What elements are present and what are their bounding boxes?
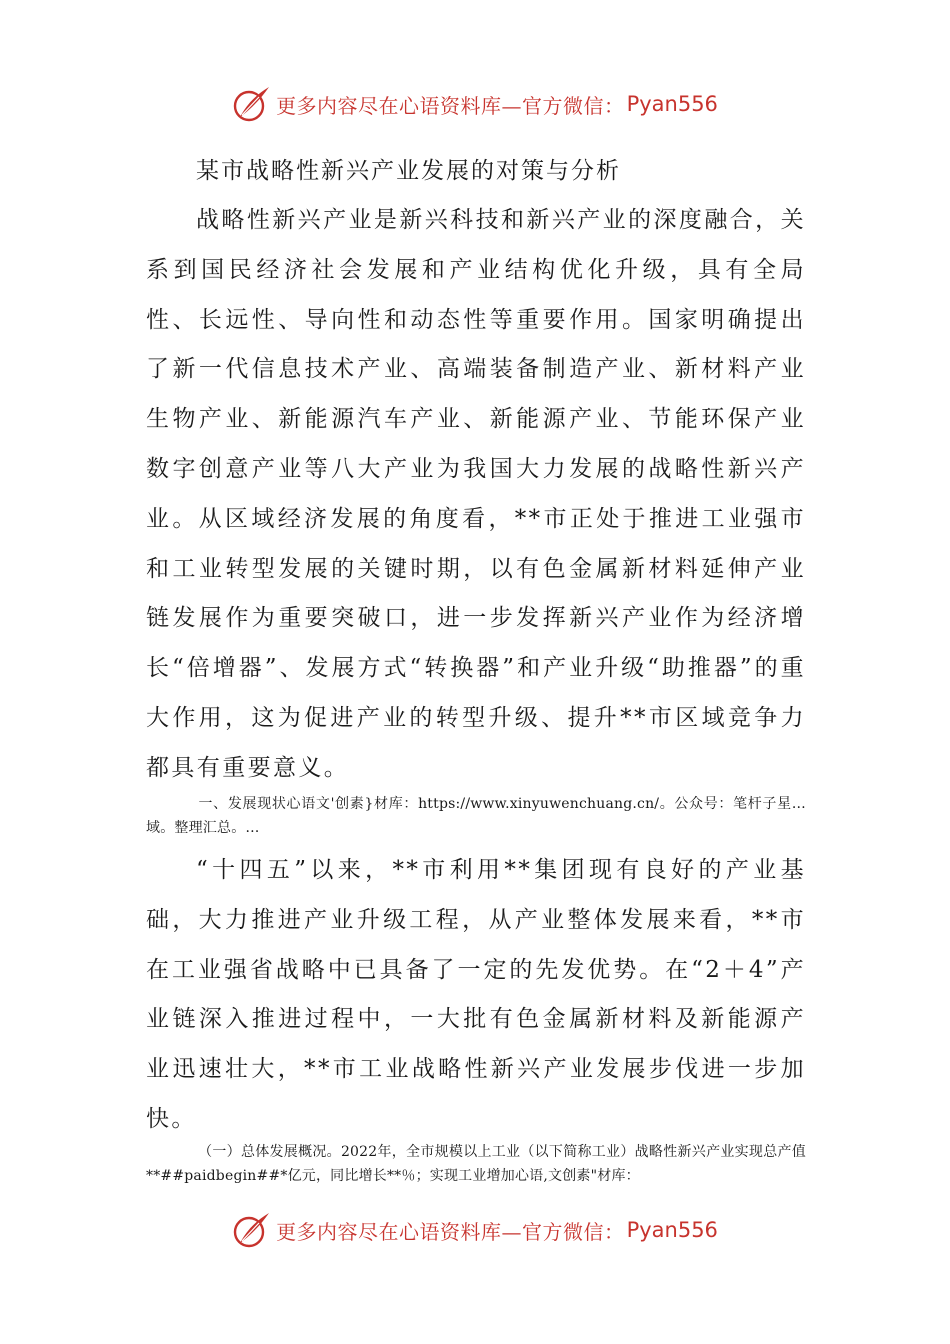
banner-text: 更多内容尽在心语资料库—官方微信：: [276, 1219, 625, 1244]
quill-pen-logo-icon: [232, 1210, 272, 1250]
banner-text: 更多内容尽在心语资料库—官方微信：: [276, 93, 625, 118]
body-paragraph-intro: 战略性新兴产业是新兴科技和新兴产业的深度融合，关系到国民经济社会发展和产业结构优化升级，具有全局性、长远性、导向性和动态性等重要作用。国家明确提出了新一代信息技术产业、高端装备制造产业、新材料产业生物产业、新能源汽车产业、新能源产业、节能环保产业数字创意产业等八大产业为我国大力发展的战略性新兴产业。从区域经济发展的角度看，**市正处于推进工业强市和工业转型发展的关键时期，以有色金属新材料延伸产业链发展作为重要突破口，进一步发挥新兴产业作为经济增长“倍增器”、发展方式“转换器”和产业升级“助推器”的重大作用，这为促进产业的转型升级、提升**市区域竞争力都具有重要意义。: [146, 207, 806, 781]
banner-wechat-id: Pyan556: [626, 1218, 718, 1242]
footer-banner: [0, 1208, 950, 1252]
banner-wechat-id: Pyan556: [626, 92, 718, 116]
document-title: 某市战略性新兴产业发展的对策与分析: [196, 158, 621, 184]
quill-pen-logo-icon: [232, 84, 272, 124]
body-paragraph-overview: （一）总体发展概况。2022年，全市规模以上工业（以下简称工业）战略性新兴产业实现总产值**##paidbegin##*亿元，同比增长**％；实现工业增加心语,文创素"材库：: [146, 1144, 806, 1184]
body-paragraph-progress: “十四五”以来，**市利用**集团现有良好的产业基础，大力推进产业升级工程，从产业整体发展来看，**市在工业强省战略中已具备了一定的先发优势。在“2＋4”产业链深入推进过程中，一大批有色金属新材料及新能源产业迅速壮大，**市工业战略性新兴产业发展步伐进一步加快。: [146, 857, 806, 1132]
section-heading-status: 一、发展现状心语文'创素}材库：https://www.xinyuwenchuang.cn/。公众号：笔杆子星…域。整理汇总。…: [146, 796, 806, 836]
header-banner: [0, 82, 950, 126]
